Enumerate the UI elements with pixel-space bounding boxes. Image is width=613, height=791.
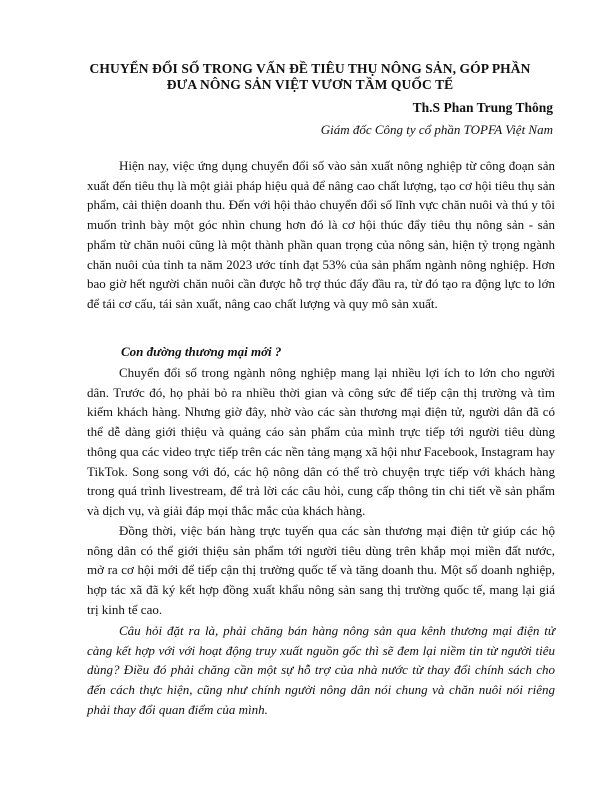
paragraph-question: Câu hỏi đặt ra là, phải chăng bán hàng nông sản qua kênh thương mại điện tử càng kết hợp với với hoạt động truy xuất nguồn gốc thì sẽ đem lại niềm tin từ người tiêu dùng? Điều đó phải chăng cần một sự hỗ trợ của nhà nước từ thay đổi chính sách cho đến cách thực hiện, cũng như chính người nông dân nói chung và chăn nuôi nói riêng phải thay đổi quan điểm của mình.	[87, 623, 555, 717]
paragraph-online-sales: Đồng thời, việc bán hàng trực tuyến qua các sàn thương mại điện tử giúp các hộ nông dân có thể giới thiệu sản phẩm tới người tiêu dùng trên khắp mọi miền đất nước, mở ra cơ hội mới để tiếp cận thị trường quốc tế và tăng doanh thu. Một số doanh nghiệp, hợp tác xã đã ký kết hợp đồng xuất khẩu nông sản sang thị trường quốc tế, mang lại giá trị kinh tế cao.	[87, 523, 555, 617]
section-subheading: Con đường thương mại mới ?	[121, 344, 282, 359]
article-title-line-1: CHUYỂN ĐỔI SỐ TRONG VẤN ĐỀ TIÊU THỤ NÔNG SẢN, GÓP PHẦN	[89, 61, 531, 76]
paragraph-intro: Hiện nay, việc ứng dụng chuyển đổi số vào sản xuất nông nghiệp từ công đoạn sản xuất đến tiêu thụ là một giải pháp hiệu quả để nâng cao chất lượng, tạo cơ hội tiêu thụ sản phẩm, cải thiện doanh thu. Đến với hội thảo chuyển đổi số lĩnh vực chăn nuôi và thú y tôi muốn trình bày một góc nhìn chung hơn đó là cơ hội thúc đẩy tiêu thụ nông sản - sản phẩm từ chăn nuôi cũng là một thành phần quan trọng của nông sản, hiện tỷ trọng ngành chăn nuôi của tỉnh ta năm 2023 ước tính đạt 53% của sản phẩm ngành nông nghiệp. Hơn bao giờ hết người chăn nuôi cần được hỗ trợ thúc đẩy đầu ra, từ đó tạo ra động lực to lớn để tái cơ cấu, tái sản xuất, nâng cao chất lượng và quy mô sản xuất.	[87, 158, 555, 311]
article-title-line-2: ĐƯA NÔNG SẢN VIỆT VƯƠN TẦM QUỐC TẾ	[166, 77, 454, 92]
author-affiliation: Giám đốc Công ty cổ phần TOPFA Việt Nam	[320, 122, 553, 137]
paragraph-benefits: Chuyển đổi số trong ngành nông nghiệp mang lại nhiều lợi ích to lớn cho người dân. Trước đó, họ phải bỏ ra nhiều thời gian và công sức để tiếp cận thị trường và tìm kiếm khách hàng. Nhưng giờ đây, nhờ vào các sàn thương mại điện tử, người dân đã có thể dễ dàng giới thiệu và quảng cáo sản phẩm của mình trực tiếp tới người tiêu dùng thông qua các video trực tiếp trên các nền tảng mạng xã hội như Facebook, Instagram hay TikTok. Song song với đó, các hộ nông dân có thể trò chuyện trực tiếp với khách hàng trong quá trình livestream, để trả lời các câu hỏi, cung cấp thông tin chi tiết về sản phẩm và dịch vụ, và giải đáp mọi thắc mắc của khách hàng.	[87, 365, 555, 518]
author-name: Th.S Phan Trung Thông	[412, 100, 553, 115]
